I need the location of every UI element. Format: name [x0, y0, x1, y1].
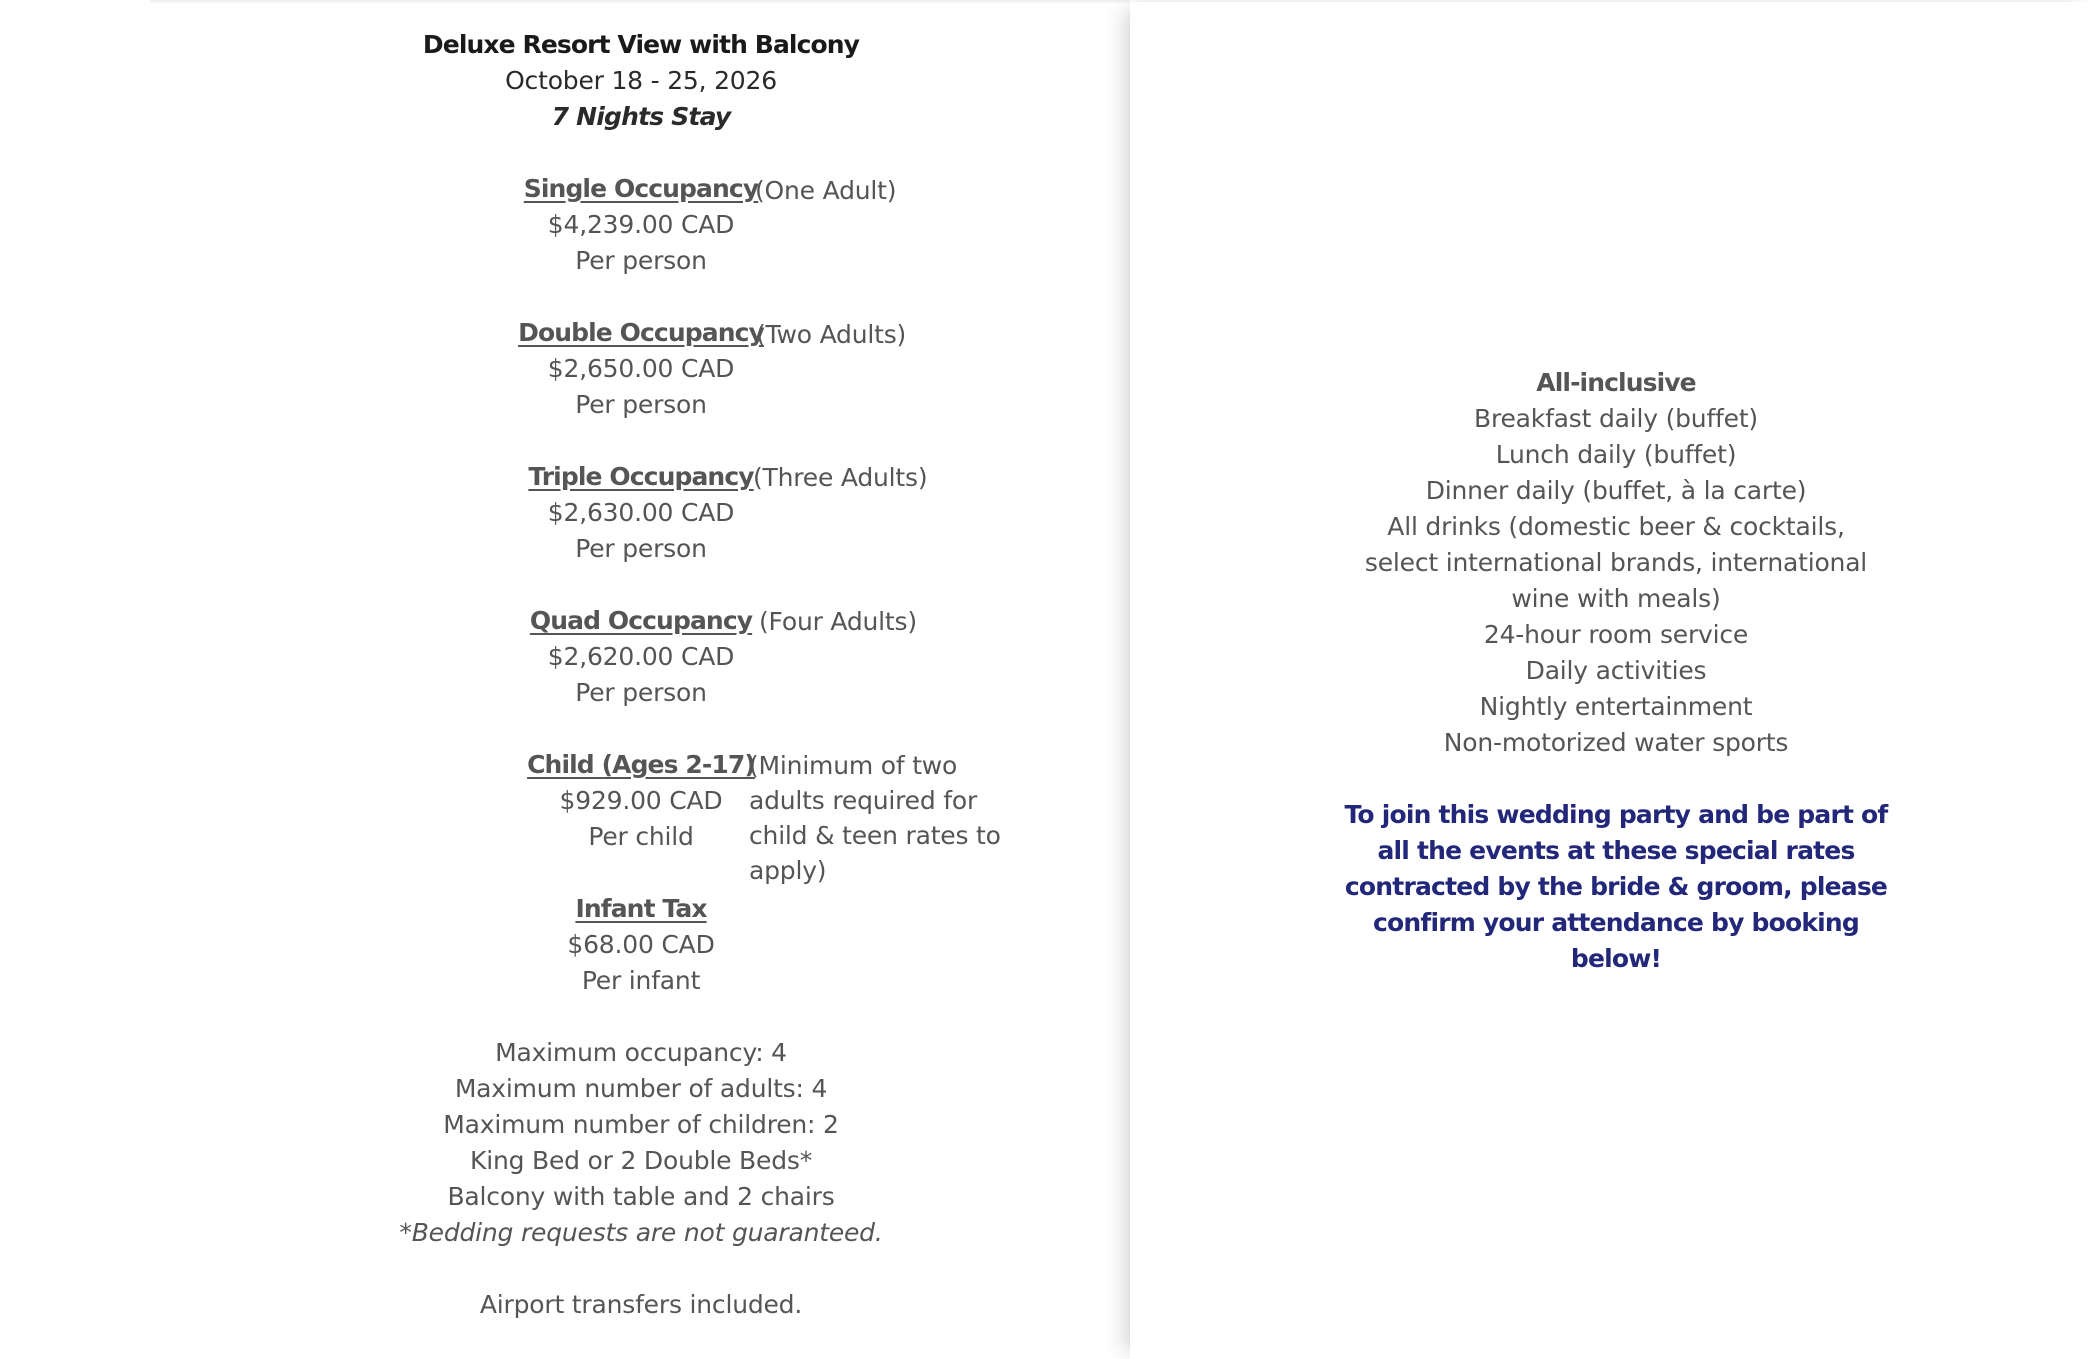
- stay-dates: October 18 - 25, 2026: [505, 66, 777, 95]
- inclusion-item: Non-motorized water sports: [1443, 728, 1789, 757]
- detail-line: King Bed or 2 Double Beds*: [470, 1146, 812, 1175]
- booking-call-to-action: To join this wedding party and be part of all the events at these special rates contracted by the bride & groom, please confirm your attendance by booking below!: [1344, 800, 1888, 973]
- occupancy-label: Single Occupancy: [523, 174, 759, 203]
- occupancy-price: $2,620.00 CAD: [547, 642, 735, 671]
- occupancy-unit: Per person: [575, 246, 707, 275]
- detail-line: Maximum number of adults: 4: [454, 1074, 828, 1103]
- occupancy-unit: Per infant: [581, 966, 701, 995]
- inclusion-item: Daily activities: [1525, 656, 1707, 685]
- occupancy-note: (Three Adults): [753, 463, 928, 492]
- inclusion-item: Breakfast daily (buffet): [1474, 404, 1758, 433]
- inclusion-item: Lunch daily (buffet): [1495, 440, 1737, 469]
- occupancy-label: Infant Tax: [575, 894, 707, 923]
- occupancy-price: $4,239.00 CAD: [547, 210, 735, 239]
- occupancy-label: Child (Ages 2-17): [527, 750, 755, 779]
- inclusion-item: Nightly entertainment: [1479, 692, 1753, 721]
- detail-line: Balcony with table and 2 chairs: [447, 1182, 835, 1211]
- occupancy-price: $2,630.00 CAD: [547, 498, 735, 527]
- occupancy-note: (Minimum of two adults required for child & teen rates to apply): [749, 751, 1001, 885]
- occupancy-note: (Four Adults): [759, 607, 917, 636]
- occupancy-note: (Two Adults): [756, 320, 907, 349]
- occupancy-note: (One Adult): [755, 176, 897, 205]
- bedding-note: *Bedding requests are not guaranteed.: [399, 1218, 883, 1247]
- page-top-shadow: [150, 0, 1130, 4]
- airport-transfers: Airport transfers included.: [479, 1290, 803, 1319]
- stay-length: 7 Nights Stay: [551, 102, 731, 131]
- occupancy-unit: Per person: [575, 678, 707, 707]
- occupancy-label: Quad Occupancy: [529, 606, 753, 635]
- occupancy-label: Triple Occupancy: [528, 462, 754, 491]
- occupancy-price: $929.00 CAD: [559, 786, 723, 815]
- inclusion-item: 24-hour room service: [1483, 620, 1749, 649]
- occupancy-unit: Per person: [575, 534, 707, 563]
- occupancy-unit: Per child: [588, 822, 694, 851]
- occupancy-label: Double Occupancy: [518, 318, 764, 347]
- occupancy-unit: Per person: [575, 390, 707, 419]
- inclusion-item: All drinks (domestic beer & cocktails, select international brands, international wine with meals): [1364, 512, 1868, 613]
- room-title: Deluxe Resort View with Balcony: [422, 30, 860, 59]
- inclusions-heading: All-inclusive: [1536, 368, 1696, 397]
- occupancy-price: $2,650.00 CAD: [547, 354, 735, 383]
- detail-line: Maximum occupancy: 4: [495, 1038, 787, 1067]
- inclusion-item: Dinner daily (buffet, à la carte): [1425, 476, 1807, 505]
- occupancy-price: $68.00 CAD: [567, 930, 715, 959]
- detail-line: Maximum number of children: 2: [443, 1110, 839, 1139]
